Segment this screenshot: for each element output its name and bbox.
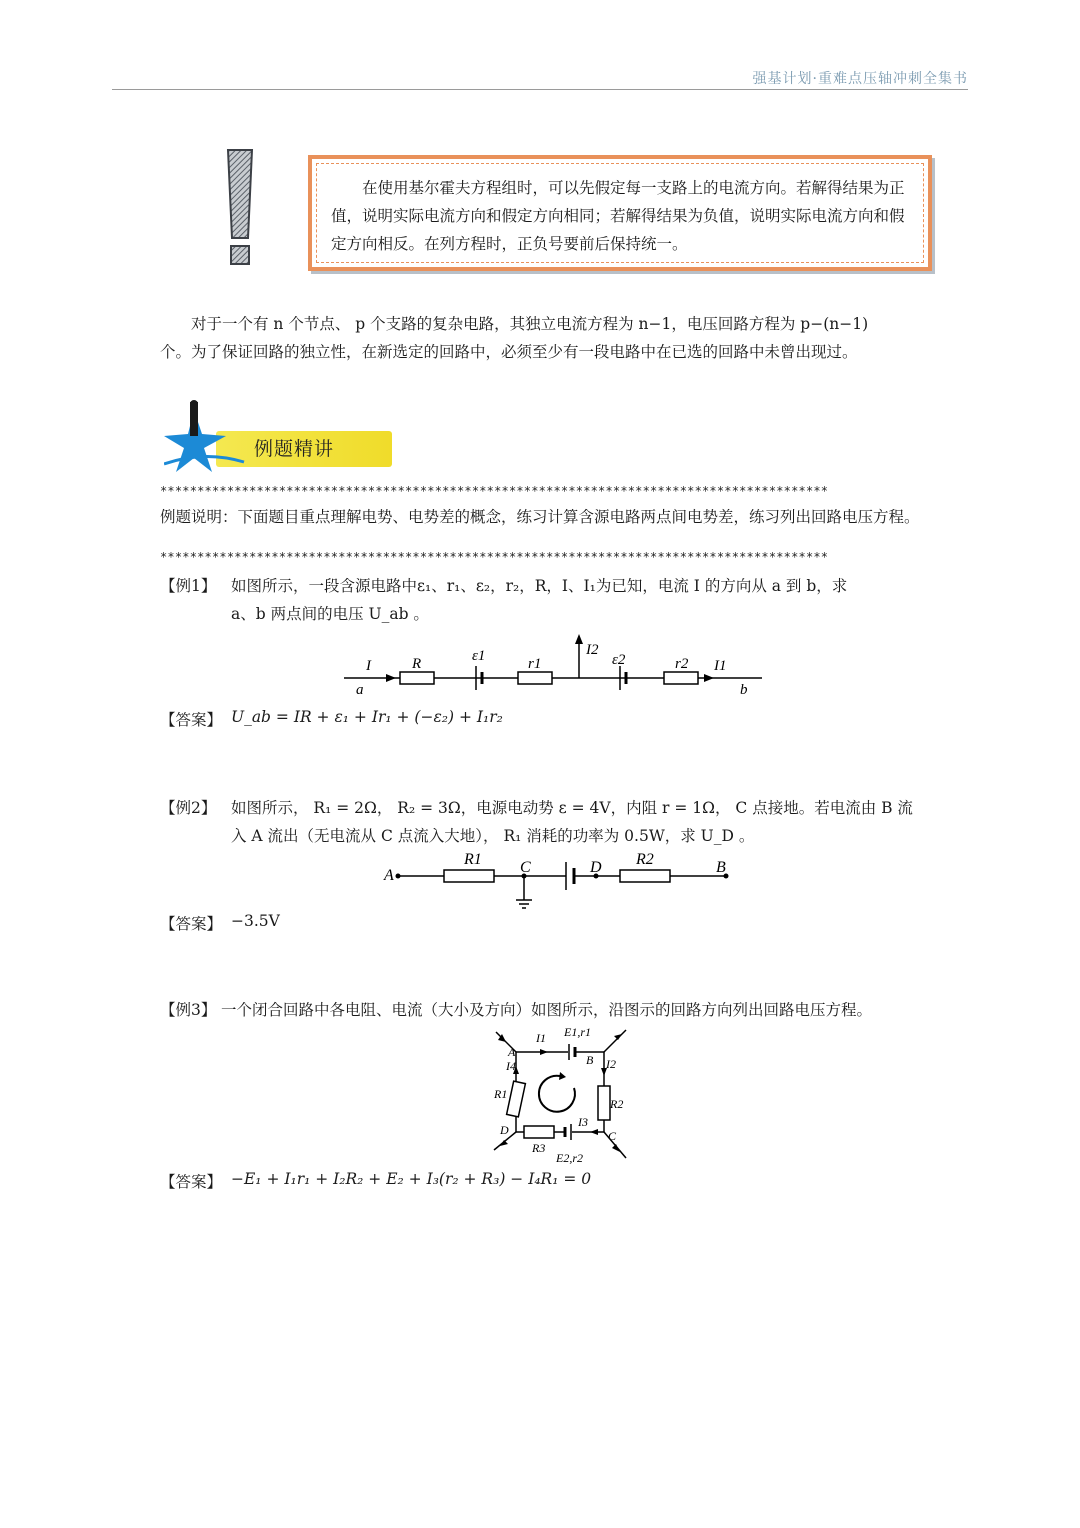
- resistor-R2: [598, 1086, 610, 1120]
- label-r2: r2: [675, 656, 689, 672]
- label-D: D: [500, 1123, 509, 1137]
- example-2-label: 【例2】: [160, 799, 217, 817]
- example-2-circuit: [380, 852, 740, 914]
- example-2-answer-label: 【答案】: [160, 915, 223, 933]
- label-B: B: [716, 859, 726, 876]
- running-header: 强基计划·重难点压轴冲刺全集书: [752, 71, 968, 87]
- loop-direction-icon: [539, 1076, 575, 1112]
- exclamation-icon: [222, 146, 258, 268]
- label-r1: r1: [528, 656, 542, 672]
- label-A: A: [508, 1045, 516, 1059]
- example-2-line-1: 如图所示， R₁ = 2Ω， R₂ = 3Ω，电源电动势 ε = 4V，内阻 r = 1Ω， C 点接地。若电流由 B 流: [231, 799, 913, 817]
- resistor-r1: [518, 672, 552, 684]
- header-divider: [112, 89, 968, 90]
- label-a: a: [356, 682, 364, 698]
- example-1-circuit: [340, 630, 770, 700]
- label-b: b: [740, 682, 748, 698]
- label-e2: ε2: [612, 652, 626, 668]
- note-box: [308, 155, 932, 271]
- example-1-answer: U_ab = IR + ε₁ + Ir₁ + (−ε₂) + I₁r₂: [231, 708, 503, 726]
- label-I2: I2: [606, 1057, 616, 1071]
- example-3-label: 【例3】: [160, 1001, 217, 1019]
- separator-top: ******************************************************************************************: [160, 484, 829, 498]
- example-1-answer-label: 【答案】: [160, 711, 223, 729]
- label-R3: R3: [532, 1141, 546, 1155]
- resistor-R: [400, 672, 434, 684]
- example-3-answer-label: 【答案】: [160, 1173, 223, 1191]
- label-R1: R1: [464, 852, 482, 868]
- example-1-label: 【例1】: [160, 577, 217, 595]
- label-I1: I1: [714, 658, 727, 674]
- resistor-R3: [524, 1126, 554, 1138]
- label-E1r1: E1,r1: [564, 1025, 591, 1039]
- intro-line-1: 对于一个有 n 个节点、 p 个支路的复杂电路，其独立电流方程为 n−1，电压回路方程为 p−(n−1): [191, 315, 869, 333]
- example-3-circuit: [480, 1022, 640, 1168]
- resistor-R1: [507, 1081, 526, 1117]
- label-B: B: [586, 1053, 594, 1067]
- label-R2: R2: [636, 852, 654, 868]
- resistor-R1: [444, 870, 494, 882]
- label-C: C: [608, 1129, 617, 1143]
- label-C: C: [520, 859, 531, 876]
- label-A: A: [384, 867, 394, 884]
- example-2-line-2: 入 A 流出（无电流从 C 点流入大地）， R₁ 消耗的功率为 0.5W，求 U_D 。: [231, 827, 755, 845]
- label-D: D: [590, 859, 602, 876]
- resistor-r2: [664, 672, 698, 684]
- label-R: R: [412, 656, 422, 672]
- label-I1: I1: [536, 1031, 546, 1045]
- label-E2r2: E2,r2: [556, 1151, 583, 1165]
- label-e1: ε1: [472, 648, 486, 664]
- example-3-answer: −E₁ + I₁r₁ + I₂R₂ + E₂ + I₃(r₂ + R₃) − I₄R₁ = 0: [231, 1170, 592, 1188]
- label-I: I: [366, 658, 371, 674]
- label-R1: R1: [494, 1087, 508, 1101]
- example-3-line-1: 一个闭合回路中各电阻、电流（大小及方向）如图所示，沿图示的回路方向列出回路电压方程。: [221, 1001, 873, 1019]
- section-title: 例题精讲: [254, 438, 335, 460]
- label-I3: I3: [578, 1115, 588, 1129]
- intro-line-2: 个。为了保证回路的独立性，在新选定的回路中，必须至少有一段电路中在已选的回路中未曾出现过。: [160, 343, 858, 361]
- note-text: 在使用基尔霍夫方程组时，可以先假定每一支路上的电流方向。若解得结果为正值，说明实际电流方向和假定方向相同；若解得结果为负值，说明实际电流方向和假定方向相反。在列方程时，正负号要前后保持统一。: [331, 179, 905, 253]
- separator-bottom: ******************************************************************************************: [160, 550, 829, 564]
- example-2-answer: −3.5V: [231, 912, 280, 930]
- example-1-line-1: 如图所示，一段含源电路中ε₁、r₁、ε₂，r₂，R，I、I₁为已知，电流 I 的方向从 a 到 b，求: [231, 577, 848, 595]
- resistor-R2: [620, 870, 670, 882]
- example-1-line-2: a、b 两点间的电压 U_ab 。: [231, 605, 429, 623]
- example-description: 例题说明：下面题目重点理解电势、电势差的概念，练习计算含源电路两点间电势差，练习列出回路电压方程。: [160, 508, 920, 526]
- label-R2: R2: [610, 1097, 624, 1111]
- label-I2: I2: [586, 642, 599, 658]
- label-I4: I4: [506, 1059, 516, 1073]
